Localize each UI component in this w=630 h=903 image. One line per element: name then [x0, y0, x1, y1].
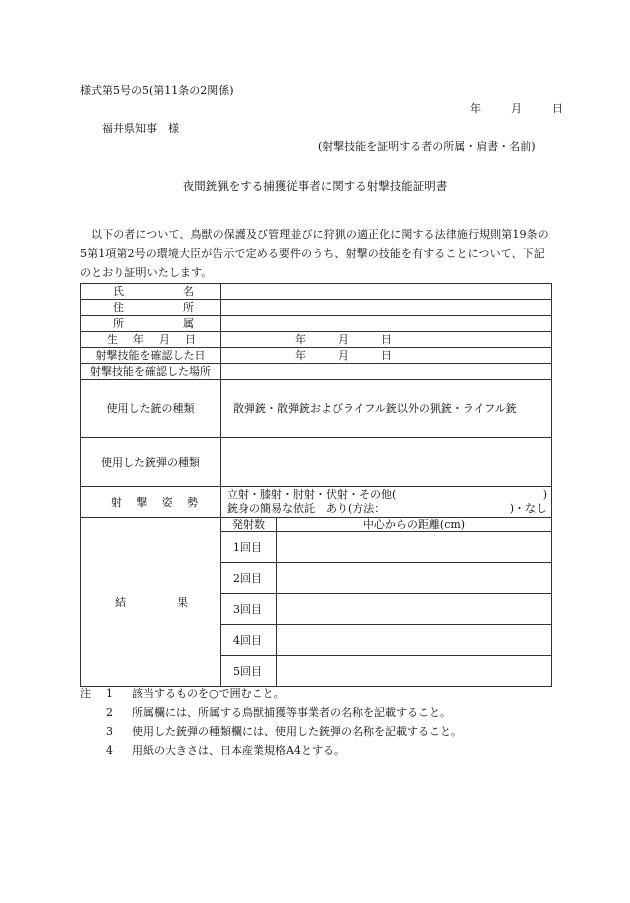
certifier-label: (射撃技能を証明する者の所属・肩書・名前)	[318, 140, 536, 153]
note-item: 4 用紙の大きさは、日本産業規格A4とする。	[106, 744, 345, 757]
date-day: 日	[552, 102, 563, 115]
ammo-type-label: 使用した銃弾の種類	[81, 438, 221, 487]
round-distance-field[interactable]	[277, 625, 552, 656]
table-row	[81, 518, 552, 532]
posture-label: 射 撃 姿 勢	[81, 487, 221, 518]
address-field[interactable]	[221, 300, 552, 316]
birth-date-label: 生 年 月 日	[81, 332, 221, 348]
table-row	[81, 332, 552, 348]
round-label: 2回目	[221, 563, 277, 594]
table-row	[81, 364, 552, 380]
confirm-date-label: 射撃技能を確認した日	[81, 348, 221, 364]
affiliation-label: 所 属	[81, 316, 221, 332]
round-label: 1回目	[221, 532, 277, 563]
table-row	[81, 380, 552, 438]
affiliation-field[interactable]	[221, 316, 552, 332]
notes-prefix: 注	[80, 687, 91, 700]
certificate-table	[80, 283, 552, 687]
intro-paragraph	[80, 225, 550, 282]
date-month: 月	[511, 102, 522, 115]
issue-date	[470, 100, 563, 116]
ammo-type-field[interactable]	[221, 438, 552, 487]
document-title: 夜間銃猟をする捕獲従事者に関する射撃技能証明書	[182, 179, 448, 193]
gun-type-label: 使用した銃の種類	[81, 380, 221, 438]
round-label: 4回目	[221, 625, 277, 656]
table-row	[81, 348, 552, 364]
posture-options[interactable]: 立射・膝射・肘射・伏射・その他( ) 銃身の簡易な依託 あり(方法： )・なし	[221, 487, 552, 518]
gun-type-options[interactable]: 散弾銃・散弾銃およびライフル銃以外の猟銃・ライフル銃	[221, 380, 552, 438]
addressee: 福井県知事 様	[102, 122, 179, 135]
round-distance-field[interactable]	[277, 594, 552, 625]
date-year: 年	[470, 102, 481, 115]
round-distance-field[interactable]	[277, 532, 552, 563]
table-row	[81, 284, 552, 300]
name-field[interactable]	[221, 284, 552, 300]
table-row	[81, 316, 552, 332]
table-row	[81, 438, 552, 487]
round-label: 5回目	[221, 656, 277, 687]
birth-date-field[interactable]: 年 月 日	[221, 332, 552, 348]
form-number: 様式第5号の5(第11条の2関係)	[80, 84, 234, 97]
posture-line2: 銃身の簡易な依託 あり(方法：	[227, 502, 386, 515]
posture-line1: 立射・膝射・肘射・伏射・その他(	[227, 488, 397, 501]
confirm-date-field[interactable]: 年 月 日	[221, 348, 552, 364]
note-item: 注 1 該当するものを○で囲むこと。	[80, 684, 462, 703]
note-item: 3 使用した銃弾の種類欄には、使用した銃弾の名称を記載すること。	[106, 725, 462, 738]
address-label: 住 所	[81, 300, 221, 316]
confirm-place-field[interactable]	[221, 364, 552, 380]
round-distance-field[interactable]	[277, 656, 552, 687]
intro-text: 以下の者について、鳥獣の保護及び管理並びに狩猟の適正化に関する法律施行規則第19条の5第1項第2号の環境大臣が告示で定める要件のうち、射撃の技能を有することについて、下記のとおり証明いたします。	[80, 228, 549, 279]
round-label: 3回目	[221, 594, 277, 625]
name-label: 氏 名	[81, 284, 221, 300]
round-distance-field[interactable]	[277, 563, 552, 594]
notes	[80, 684, 462, 760]
note-item: 2 所属欄には、所属する鳥獣捕獲等事業者の名称を記載すること。	[106, 706, 451, 719]
table-row	[81, 300, 552, 316]
result-label: 結 果	[81, 518, 221, 687]
confirm-place-label: 射撃技能を確認した場所	[81, 364, 221, 380]
table-row	[81, 487, 552, 518]
shots-header: 発射数	[221, 518, 277, 532]
distance-header: 中心からの距離(cm)	[277, 518, 552, 532]
